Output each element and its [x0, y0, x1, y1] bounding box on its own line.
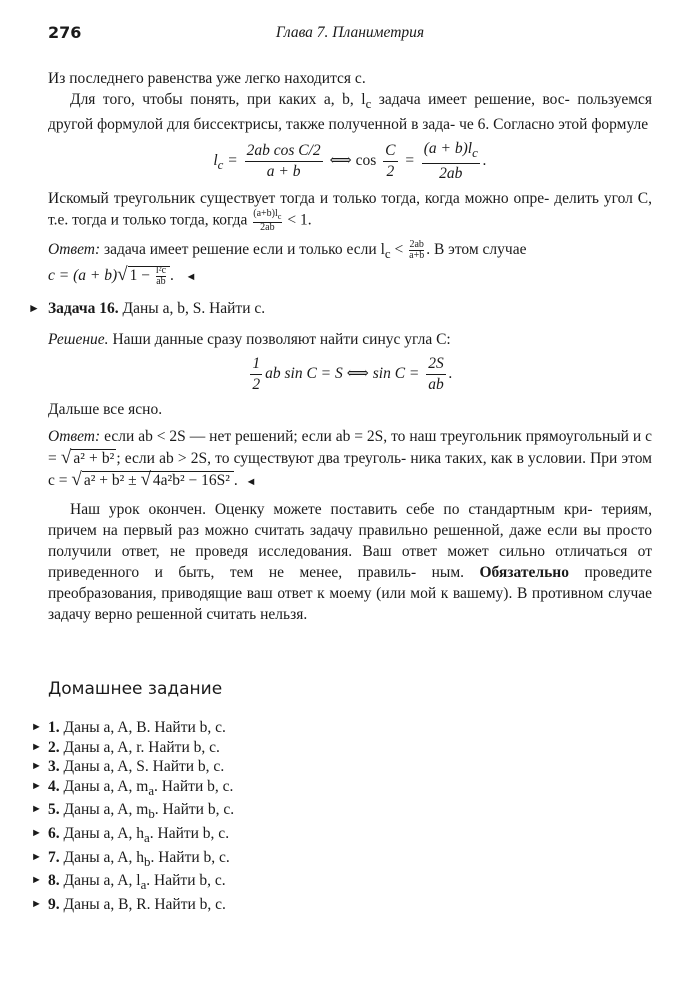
- arrow-right-icon: ►: [31, 740, 42, 753]
- homework-title: Домашнее задание: [48, 679, 223, 700]
- paragraph-2: Для того, чтобы понять, при каких a, b, $l_c$ задача имеет решение, вос- пользуемся другой формулой для биссектрисы, также полученной в зада- че 6. Согласно этой формуле: [48, 91, 653, 134]
- homework-item: ► 3. Даны a, A, S. Найти b, c.: [31, 758, 225, 776]
- homework-item: ► 6. Даны a, A, $h_a$. Найти b, c.: [31, 824, 230, 846]
- page-number: 276: [48, 23, 82, 42]
- homework-item: ► 9. Даны a, B, R. Найти b, c.: [31, 895, 226, 913]
- arrow-right-icon: ►: [31, 850, 42, 863]
- page-header: [48, 22, 652, 48]
- clear-text: Дальше все ясно.: [48, 401, 163, 419]
- task-16-heading: ► Задача 16. Даны a, b, S. Найти c.: [28, 300, 266, 318]
- arrow-right-icon: ►: [31, 721, 42, 734]
- paragraph-1: Из последнего равенства уже легко находится c.: [48, 70, 366, 87]
- answer-2: Ответ: если ab < 2S — нет решений; если ab = 2S, то наш треугольник прямоугольный и c = √ a² + b² ; если ab > 2S, то существуют два треуголь- ника таких, как в условии. При этом c = √ a² + b² ± √ 4a²b² − 16S² . ◄: [48, 428, 653, 491]
- homework-item: ► 4. Даны a, A, $m_a$. Найти b, c.: [31, 777, 234, 798]
- formula-area: $\frac{1}{2}$ ab sin C = S ⟺ sin C = $\frac{2S}{ab}$ .: [252, 355, 453, 394]
- solution-text: Решение. Наши данные сразу позволяют найти синус угла C:: [48, 331, 451, 349]
- arrow-right-icon: ►: [31, 874, 42, 887]
- homework-list: [31, 718, 652, 914]
- arrow-right-icon: ►: [31, 779, 42, 792]
- paragraph-3: Искомый треугольник существует тогда и только тогда, когда можно опре- делить угол C, т.е. тогда и только тогда, когда $\frac{(a+b)l_c}{2ab}$ < 1.: [48, 190, 652, 234]
- answer-1: Ответ: задача имеет решение если и только если $l_c$ < $\frac{2ab}{a+b}$ . В этом случае c = (a + b)√ 1 − $\frac{\text{l²c}}{ab}$ . ◄: [48, 239, 527, 288]
- condition-fraction: $\frac{(a+b)l_c}{2ab}$: [253, 208, 282, 234]
- arrow-right-icon: ►: [31, 897, 42, 910]
- homework-item: ► 2. Даны a, A, r. Найти b, c.: [31, 738, 220, 756]
- closing-paragraph: Наш урок окончен. Оценку можете поставить себе по стандартным кри- териям, причем на первый раз можно считать задачу правильно решенной, даже если вы просто получили ответ, не проведя исследования. Ваш ответ может сильно отличаться от приведенного и быть, тем не менее, правиль- ным. Обязательно проведите преобразования, приводящие ваш ответ к моему (или мой к вашему). В противном случае задачу верно решенной считать нельзя.: [48, 501, 653, 624]
- book-page: [28, 22, 653, 914]
- arrow-right-icon: ►: [31, 826, 42, 839]
- homework-item: ► 5. Даны a, A, $m_b$. Найти b, c.: [31, 801, 235, 822]
- formula-bisector: $l_c$ = $\frac{\text{2ab cos C/2}}{a + b}$ ⟺ cos $\frac{C}{2}$ = $\frac{(a + b)l_c}{2ab}$ .: [213, 140, 487, 183]
- homework-item: ► 7. Даны a, A, $h_b$. Найти b, c.: [31, 848, 230, 869]
- homework-item: ► 1. Даны a, A, B. Найти b, c.: [31, 719, 226, 737]
- arrow-right-icon: ►: [31, 760, 42, 773]
- arrow-right-icon: ►: [28, 301, 40, 316]
- homework-item: ► 8. Даны a, A, $l_a$. Найти b, c.: [31, 872, 226, 893]
- running-head: Глава 7. Планиметрия: [275, 24, 425, 41]
- arrow-right-icon: ►: [31, 803, 42, 816]
